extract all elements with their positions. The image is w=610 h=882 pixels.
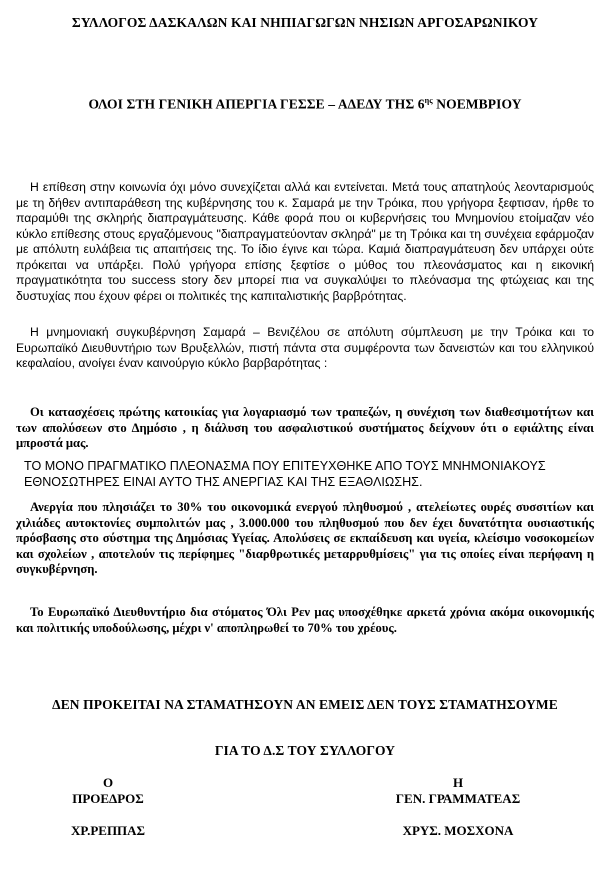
headline-ordinal-suffix: ης <box>424 96 433 105</box>
paragraph-directorate: Το Ευρωπαϊκό Διευθυντήριο δια στόματος Όλι Ρεν μας υποσχέθηκε αρκετά χρόνια ακόμα οικονομικής και πολιτικής υποδούλωσης, μέχρι ν' αποπληρωθεί το 70% του χρέους. <box>16 605 594 635</box>
paragraph-foreclosures: Οι κατασχέσεις πρώτης κατοικίας για λογαριασμό των τραπεζών, η συνέχιση των διαθεσιμοτήτων και των απολύσεων στο Δημόσιο , η διάλυση του ασφαλιστικού συστήματος δείχνουν ότι ο εφιάλτης είναι μπροστά μας. <box>16 405 594 450</box>
paragraph-unemployment: Ανεργία που πλησιάζει το 30% του οικονομικά ενεργού πληθυσμού , ατελείωτες ουρές συσσιτίων και χιλιάδες αυτοκτονίες συμπολιτών μας , 3.000.000 του πληθυσμού που δεν έχει δυνατότητα ουσιαστικής πρόσβασης στο σύστημα της Δημόσιας Υγείας. Απολύσεις σε εκπαίδευση και υγεία, κλείσιμο νοσοκομείων και σχολείων , αποτελούν τις περίφημες "διαρθρωτικές μεταρρυθμίσεις" για τις οποίες είναι περήφανη η συγκυβέρνηση. <box>16 500 594 576</box>
paragraph-coalition: Η μνημονιακή συγκυβέρνηση Σαμαρά – Βενιζέλου σε απόλυτη σύμπλευση με την Τρόικα και το Ευρωπαϊκό Διευθυντήριο των Βρυξελλών, πιστή πάντα στα συμφέροντα των δανειστών και του ελληνικού κεφαλαίου, ανοίγει έναν καινούργιο κύκλο βαρβαρότητας : <box>16 325 594 370</box>
surplus-line-1: ΤΟ ΜΟΝΟ ΠΡΑΓΜΑΤΙΚΟ ΠΛΕΟΝΑΣΜΑ ΠΟΥ ΕΠΙΤΕΥΧΘΗΚΕ ΑΠΟ ΤΟΥΣ ΜΝΗΜΟΝΙΑΚΟΥΣ <box>24 459 546 473</box>
secretary-name: ΧΡΥΣ. ΜΟΣΧΟΝΑ <box>402 823 514 838</box>
headline-end: ΝΟΕΜΒΡΙΟΥ <box>432 96 522 112</box>
headline-main: ΟΛΟΙ ΣΤΗ ΓΕΝΙΚΗ ΑΠΕΡΓΙΑ ΓΕΣΣΕ – ΑΔΕΔΥ ΤΗΣ 6 <box>88 96 425 112</box>
president-name: ΧΡ.ΡΕΠΠΑΣ <box>70 823 146 838</box>
closing-slogan: ΔΕΝ ΠΡΟΚΕΙΤΑΙ ΝΑ ΣΤΑΜΑΤΗΣΟΥΝ ΑΝ ΕΜΕΙΣ ΔΕΝ ΤΟΥΣ ΣΤΑΜΑΤΗΣΟΥΜΕ <box>52 697 558 712</box>
president-role: ΠΡΟΕΔΡΟΣ <box>72 791 144 806</box>
secretary-role: ΓΕΝ. ΓΡΑΜΜΑΤΕΑΣ <box>395 791 521 806</box>
surplus-line-2: ΕΘΝΟΣΩΤΗΡΕΣ ΕΙΝΑΙ ΑΥΤΟ ΤΗΣ ΑΝΕΡΓΙΑΣ ΚΑΙ ΤΗΣ ΕΞΑΘΛΙΩΣΗΣ. <box>24 474 423 489</box>
association-title: ΣΥΛΛΟΓΟΣ ΔΑΣΚΑΛΩΝ ΚΑΙ ΝΗΠΙΑΓΩΓΩΝ ΝΗΣΙΩΝ ΑΡΓΟΣΑΡΩΝΙΚΟΥ <box>71 15 539 30</box>
president-article: Ο <box>102 775 114 790</box>
paragraph-attack: Η επίθεση στην κοινωνία όχι μόνο συνεχίζεται αλλά και εντείνεται. Μετά τους απατηλούς λεονταρισμούς με τη δήθεν αντιπαράθεση της κυβέρνησης του κ. Σαμαρά με την Τρόικα, που γρήγορα ξεφτισαν, ήρθε το παραμύθι της σκληρής διαπραγμάτευσης. Κάθε φορά που οι κυβερνήσεις του Μνημονίου ετοίμαζαν νέο κύκλο επίθεσης στους εργαζόμενους "διαπραγματεύονταν σκληρά" με τη Τρόικα και τη συνέχεια εφάρμοζαν με απόλυτη ευλάβεια τις απαιτήσεις της. Το ίδιο έγινε και τώρα. Καμιά διαπραγμάτευση δεν υπάρχει ούτε πρόκειται να υπάρξει. Πολύ γρήγορα επίσης ξεφτίσε ο μύθος του πλεονάσματος και η εικονική πραγματικότητα του success story δεν μπορεί πια να συγκαλύψει το πλεόνασμα της φτώχειας και της δυστυχίας που έχουν φέρει οι πολιτικές της καπιταλιστικής βαρβρότητας. <box>16 180 594 303</box>
strike-headline <box>0 96 610 113</box>
secretary-article: Η <box>452 775 464 790</box>
paragraph-surplus-caps <box>16 459 602 490</box>
for-board-line: ΓΙΑ ΤΟ Δ.Σ ΤΟΥ ΣΥΛΛΟΓΟΥ <box>214 743 396 758</box>
